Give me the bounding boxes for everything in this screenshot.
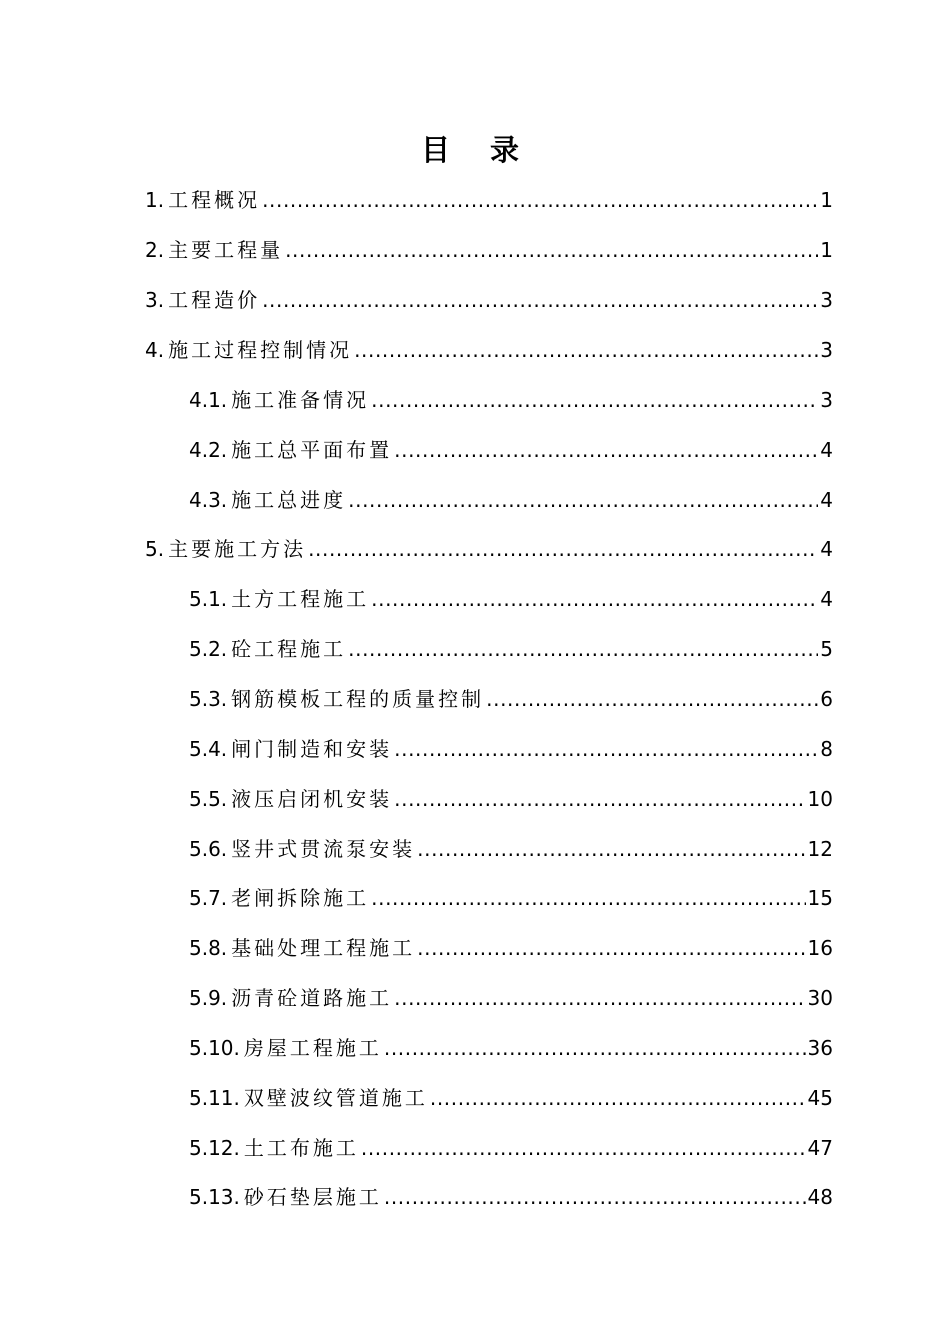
toc-entry[interactable]: [189, 876, 833, 920]
toc-entry-number: 5.3.: [189, 687, 228, 711]
toc-leader-dots: [486, 677, 818, 721]
toc-entry-text: 双壁波纹管道施工: [243, 1086, 428, 1110]
toc-entry[interactable]: [189, 727, 833, 771]
toc-entry-text: 主要施工方法: [168, 537, 307, 561]
toc-entry-page: 1: [820, 188, 833, 212]
toc-entry-number: 5.12.: [189, 1136, 240, 1160]
toc-entry-number: 4.3.: [189, 488, 228, 512]
toc-entry-text: 施工准备情况: [231, 388, 370, 412]
toc-entry-page: 15: [807, 886, 833, 910]
toc-entry[interactable]: [189, 677, 833, 721]
toc-leader-dots: [371, 378, 818, 422]
toc-entry-number: 5.4.: [189, 737, 228, 761]
toc-entry-number: 5.6.: [189, 837, 228, 861]
toc-entry-page: 4: [820, 438, 833, 462]
toc-leader-dots: [430, 1076, 806, 1120]
toc-entry-number: 5.5.: [189, 787, 228, 811]
toc-entry[interactable]: [189, 777, 833, 821]
toc-entry[interactable]: [145, 178, 833, 222]
toc-entry-page: 12: [807, 837, 833, 861]
toc-leader-dots: [394, 777, 805, 821]
toc-entry-text: 主要工程量: [168, 238, 284, 262]
toc-entry-page: 36: [807, 1036, 833, 1060]
toc-entry[interactable]: [189, 478, 833, 522]
toc-entry-page: 6: [820, 687, 833, 711]
toc-leader-dots: [348, 478, 818, 522]
toc-entry-text: 工程造价: [168, 288, 261, 312]
toc-entry[interactable]: [145, 228, 833, 272]
toc-entry-number: 5.1.: [189, 587, 228, 611]
toc-entry-page: 30: [807, 986, 833, 1010]
toc-leader-dots: [394, 727, 818, 771]
toc-leader-dots: [361, 1126, 806, 1170]
toc-entry-number: 5.13.: [189, 1185, 240, 1209]
toc-entry-text: 闸门制造和安装: [231, 737, 393, 761]
toc-entry-page: 45: [807, 1086, 833, 1110]
toc-entry-number: 5.9.: [189, 986, 228, 1010]
toc-entry-text: 液压启闭机安装: [231, 787, 393, 811]
toc-entry[interactable]: [189, 1175, 833, 1219]
toc-entry-text: 竖井式贯流泵安装: [231, 837, 416, 861]
toc-entry[interactable]: [189, 1126, 833, 1170]
toc-leader-dots: [308, 527, 818, 571]
toc-entry-page: 3: [820, 288, 833, 312]
toc-title: 目录: [420, 133, 559, 167]
toc-entry-text: 土方工程施工: [231, 587, 370, 611]
toc-entry-text: 基础处理工程施工: [231, 936, 416, 960]
toc-entry[interactable]: [189, 627, 833, 671]
toc-leader-dots: [384, 1026, 806, 1070]
toc-entry-number: 5.: [145, 537, 165, 561]
toc-entry-page: 16: [807, 936, 833, 960]
toc-leader-dots: [417, 827, 805, 871]
toc-entry-page: 4: [820, 537, 833, 561]
toc-entry-number: 2.: [145, 238, 165, 262]
toc-leader-dots: [262, 178, 818, 222]
toc-entry-page: 47: [807, 1136, 833, 1160]
toc-entry-number: 4.1.: [189, 388, 228, 412]
toc-entry[interactable]: [189, 378, 833, 422]
toc-leader-dots: [285, 228, 818, 272]
toc-entry-text: 施工总平面布置: [231, 438, 393, 462]
toc-entry-number: 5.8.: [189, 936, 228, 960]
toc-entry[interactable]: [189, 428, 833, 472]
toc-entry-page: 3: [820, 388, 833, 412]
toc-leader-dots: [384, 1175, 806, 1219]
toc-entry-text: 老闸拆除施工: [231, 886, 370, 910]
toc-leader-dots: [394, 976, 805, 1020]
toc-entry-page: 10: [807, 787, 833, 811]
toc-entry-text: 施工过程控制情况: [168, 338, 353, 362]
toc-entry[interactable]: [189, 1026, 833, 1070]
toc-entry-page: 8: [820, 737, 833, 761]
toc-entry-number: 3.: [145, 288, 165, 312]
toc-entry-page: 3: [820, 338, 833, 362]
toc-entry-text: 房屋工程施工: [243, 1036, 382, 1060]
toc-entry[interactable]: [189, 926, 833, 970]
toc-leader-dots: [417, 926, 805, 970]
toc-entry-page: 48: [807, 1185, 833, 1209]
toc-entry-text: 沥青砼道路施工: [231, 986, 393, 1010]
toc-entry-number: 4.2.: [189, 438, 228, 462]
toc-entry-number: 5.10.: [189, 1036, 240, 1060]
toc-leader-dots: [394, 428, 818, 472]
toc-entry-text: 砼工程施工: [231, 637, 347, 661]
toc-entry-page: 5: [820, 637, 833, 661]
toc-entry[interactable]: [145, 328, 833, 372]
toc-entry[interactable]: [145, 527, 833, 571]
toc-entry-text: 钢筋模板工程的质量控制: [231, 687, 485, 711]
toc-leader-dots: [371, 577, 818, 621]
toc-entry-page: 4: [820, 488, 833, 512]
toc-entry-page: 1: [820, 238, 833, 262]
toc-entry-page: 4: [820, 587, 833, 611]
toc-leader-dots: [354, 328, 818, 372]
toc-entry[interactable]: [189, 1076, 833, 1120]
toc-entry-number: 1.: [145, 188, 165, 212]
toc-entry-number: 5.11.: [189, 1086, 240, 1110]
toc-entry-text: 工程概况: [168, 188, 261, 212]
toc-entry-text: 土工布施工: [243, 1136, 359, 1160]
toc-entry-number: 5.2.: [189, 637, 228, 661]
toc-entry-text: 施工总进度: [231, 488, 347, 512]
toc-entry[interactable]: [189, 827, 833, 871]
toc-entry-text: 砂石垫层施工: [243, 1185, 382, 1209]
toc-leader-dots: [262, 278, 818, 322]
toc-entry-number: 5.7.: [189, 886, 228, 910]
toc-leader-dots: [348, 627, 818, 671]
toc-leader-dots: [371, 876, 805, 920]
toc-entry[interactable]: [189, 976, 833, 1020]
toc-entry[interactable]: [189, 577, 833, 621]
toc-entry[interactable]: [145, 278, 833, 322]
toc-entry-number: 4.: [145, 338, 165, 362]
